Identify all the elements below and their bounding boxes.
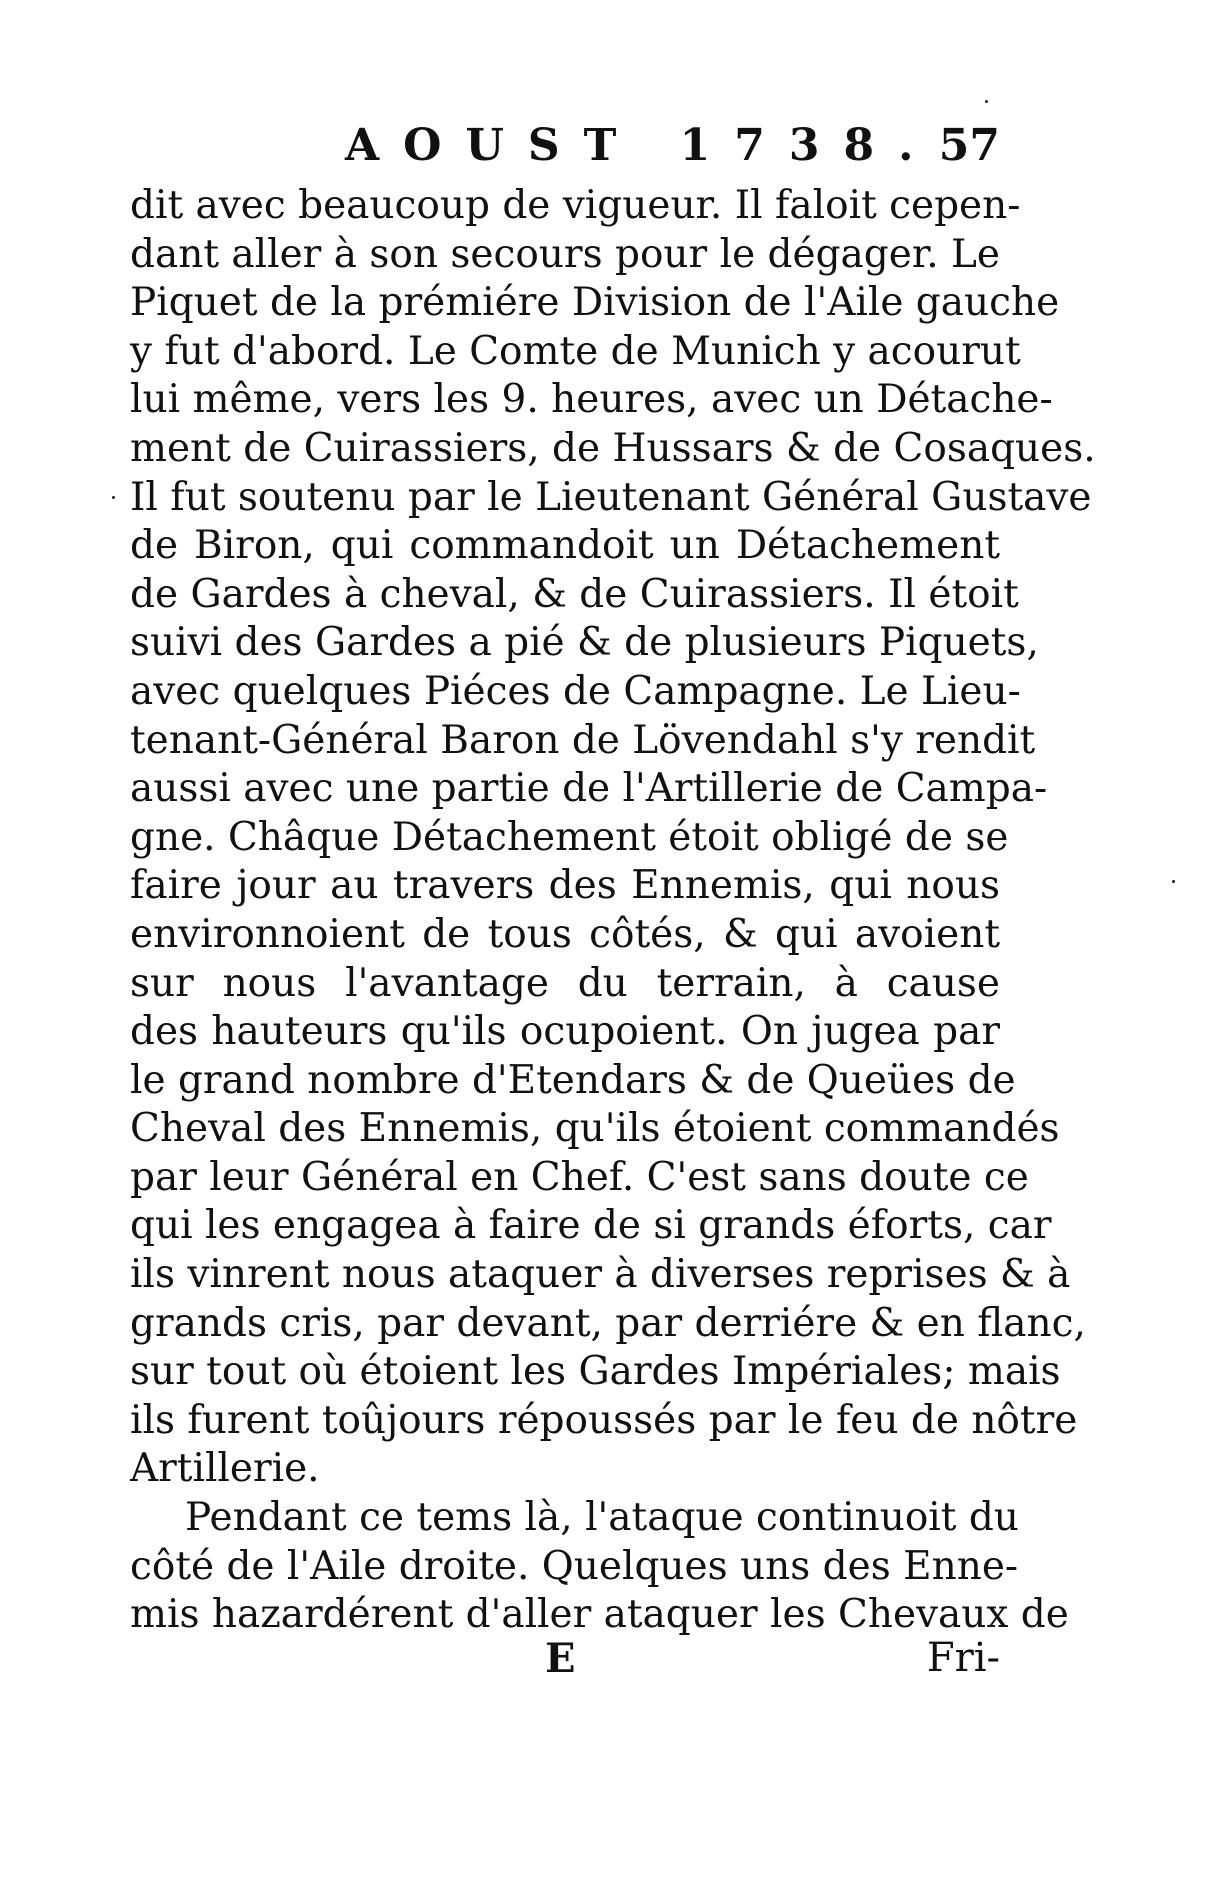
text-line: environnoient de tous côtés, & qui avoient bbox=[130, 911, 1000, 957]
text-line: de Gardes à cheval, & de Cuirassiers. Il étoit bbox=[130, 571, 1019, 617]
running-title: AOUST 1738. bbox=[345, 120, 938, 171]
page-footer bbox=[130, 1635, 1000, 1695]
text-line: dant aller à son secours pour le dégager. Le bbox=[130, 231, 1000, 277]
text-line: côté de l'Aile droite. Quelques uns des Enne- bbox=[130, 1543, 1019, 1589]
page-number: 57 bbox=[938, 120, 1000, 171]
text-line: ils vinrent nous ataquer à diverses reprises & à bbox=[130, 1252, 1071, 1298]
text-line: y fut d'abord. Le Comte de Munich y acourut bbox=[130, 328, 1021, 374]
text-line: qui les engagea à faire de si grands éforts, car bbox=[130, 1203, 1052, 1249]
text-line: gne. Châque Détachement étoit obligé de se bbox=[130, 814, 1009, 860]
text-line: avec quelques Piéces de Campagne. Le Lieu- bbox=[130, 668, 1021, 714]
text-line: faire jour au travers des Ennemis, qui nous bbox=[130, 863, 1000, 909]
ink-speck bbox=[1172, 880, 1175, 883]
text-line: suivi des Gardes a pié & de plusieurs Piquets, bbox=[130, 620, 1039, 666]
text-line: par leur Général en Chef. C'est sans doute ce bbox=[130, 1154, 1029, 1200]
text-line: Piquet de la prémiére Division de l'Aile gauche bbox=[130, 280, 1060, 326]
text-line: grands cris, par devant, par derriére & en flanc, bbox=[130, 1300, 1086, 1346]
text-line: lui même, vers les 9. heures, avec un Détache- bbox=[130, 377, 1053, 423]
text-line: des hauteurs qu'ils ocupoient. On jugea par bbox=[130, 1009, 1000, 1055]
signature-mark: E bbox=[545, 1635, 576, 1682]
ink-speck bbox=[112, 496, 115, 499]
text-line: ils furent toûjours répoussés par le feu de nôtre bbox=[130, 1397, 1078, 1443]
catchword: Fri- bbox=[926, 1635, 1000, 1681]
text-line: aussi avec une partie de l'Artillerie de Campa- bbox=[130, 766, 1048, 812]
text-line: de Biron, qui commandoit un Détachement bbox=[130, 523, 1000, 569]
text-line: ment de Cuirassiers, de Hussars & de Cosaques. bbox=[130, 425, 1096, 471]
text-line: Artillerie. bbox=[130, 1446, 320, 1492]
text-line: dit avec beaucoup de vigueur. Il faloit cepen- bbox=[130, 183, 1021, 228]
text-line: le grand nombre d'Etendars & de Queües de bbox=[130, 1057, 1016, 1103]
text-line: sur tout où étoient les Gardes Impériales; mais bbox=[130, 1349, 1061, 1395]
text-line: Il fut soutenu par le Lieutenant Général Gustave bbox=[130, 474, 1092, 520]
text-line: mis hazardérent d'aller ataquer les Chevaux de bbox=[130, 1592, 1069, 1638]
body-text bbox=[130, 182, 1096, 1640]
page-header bbox=[130, 120, 1000, 180]
text-line: Cheval des Ennemis, qu'ils étoient commandés bbox=[130, 1106, 1060, 1152]
ink-speck bbox=[985, 100, 988, 103]
text-line: tenant-Général Baron de Lövendahl s'y rendit bbox=[130, 717, 1036, 763]
text-line: Pendant ce tems là, l'ataque continuoit du bbox=[185, 1495, 1019, 1541]
text-line: sur nous l'avantage du terrain, à cause bbox=[130, 960, 1000, 1006]
